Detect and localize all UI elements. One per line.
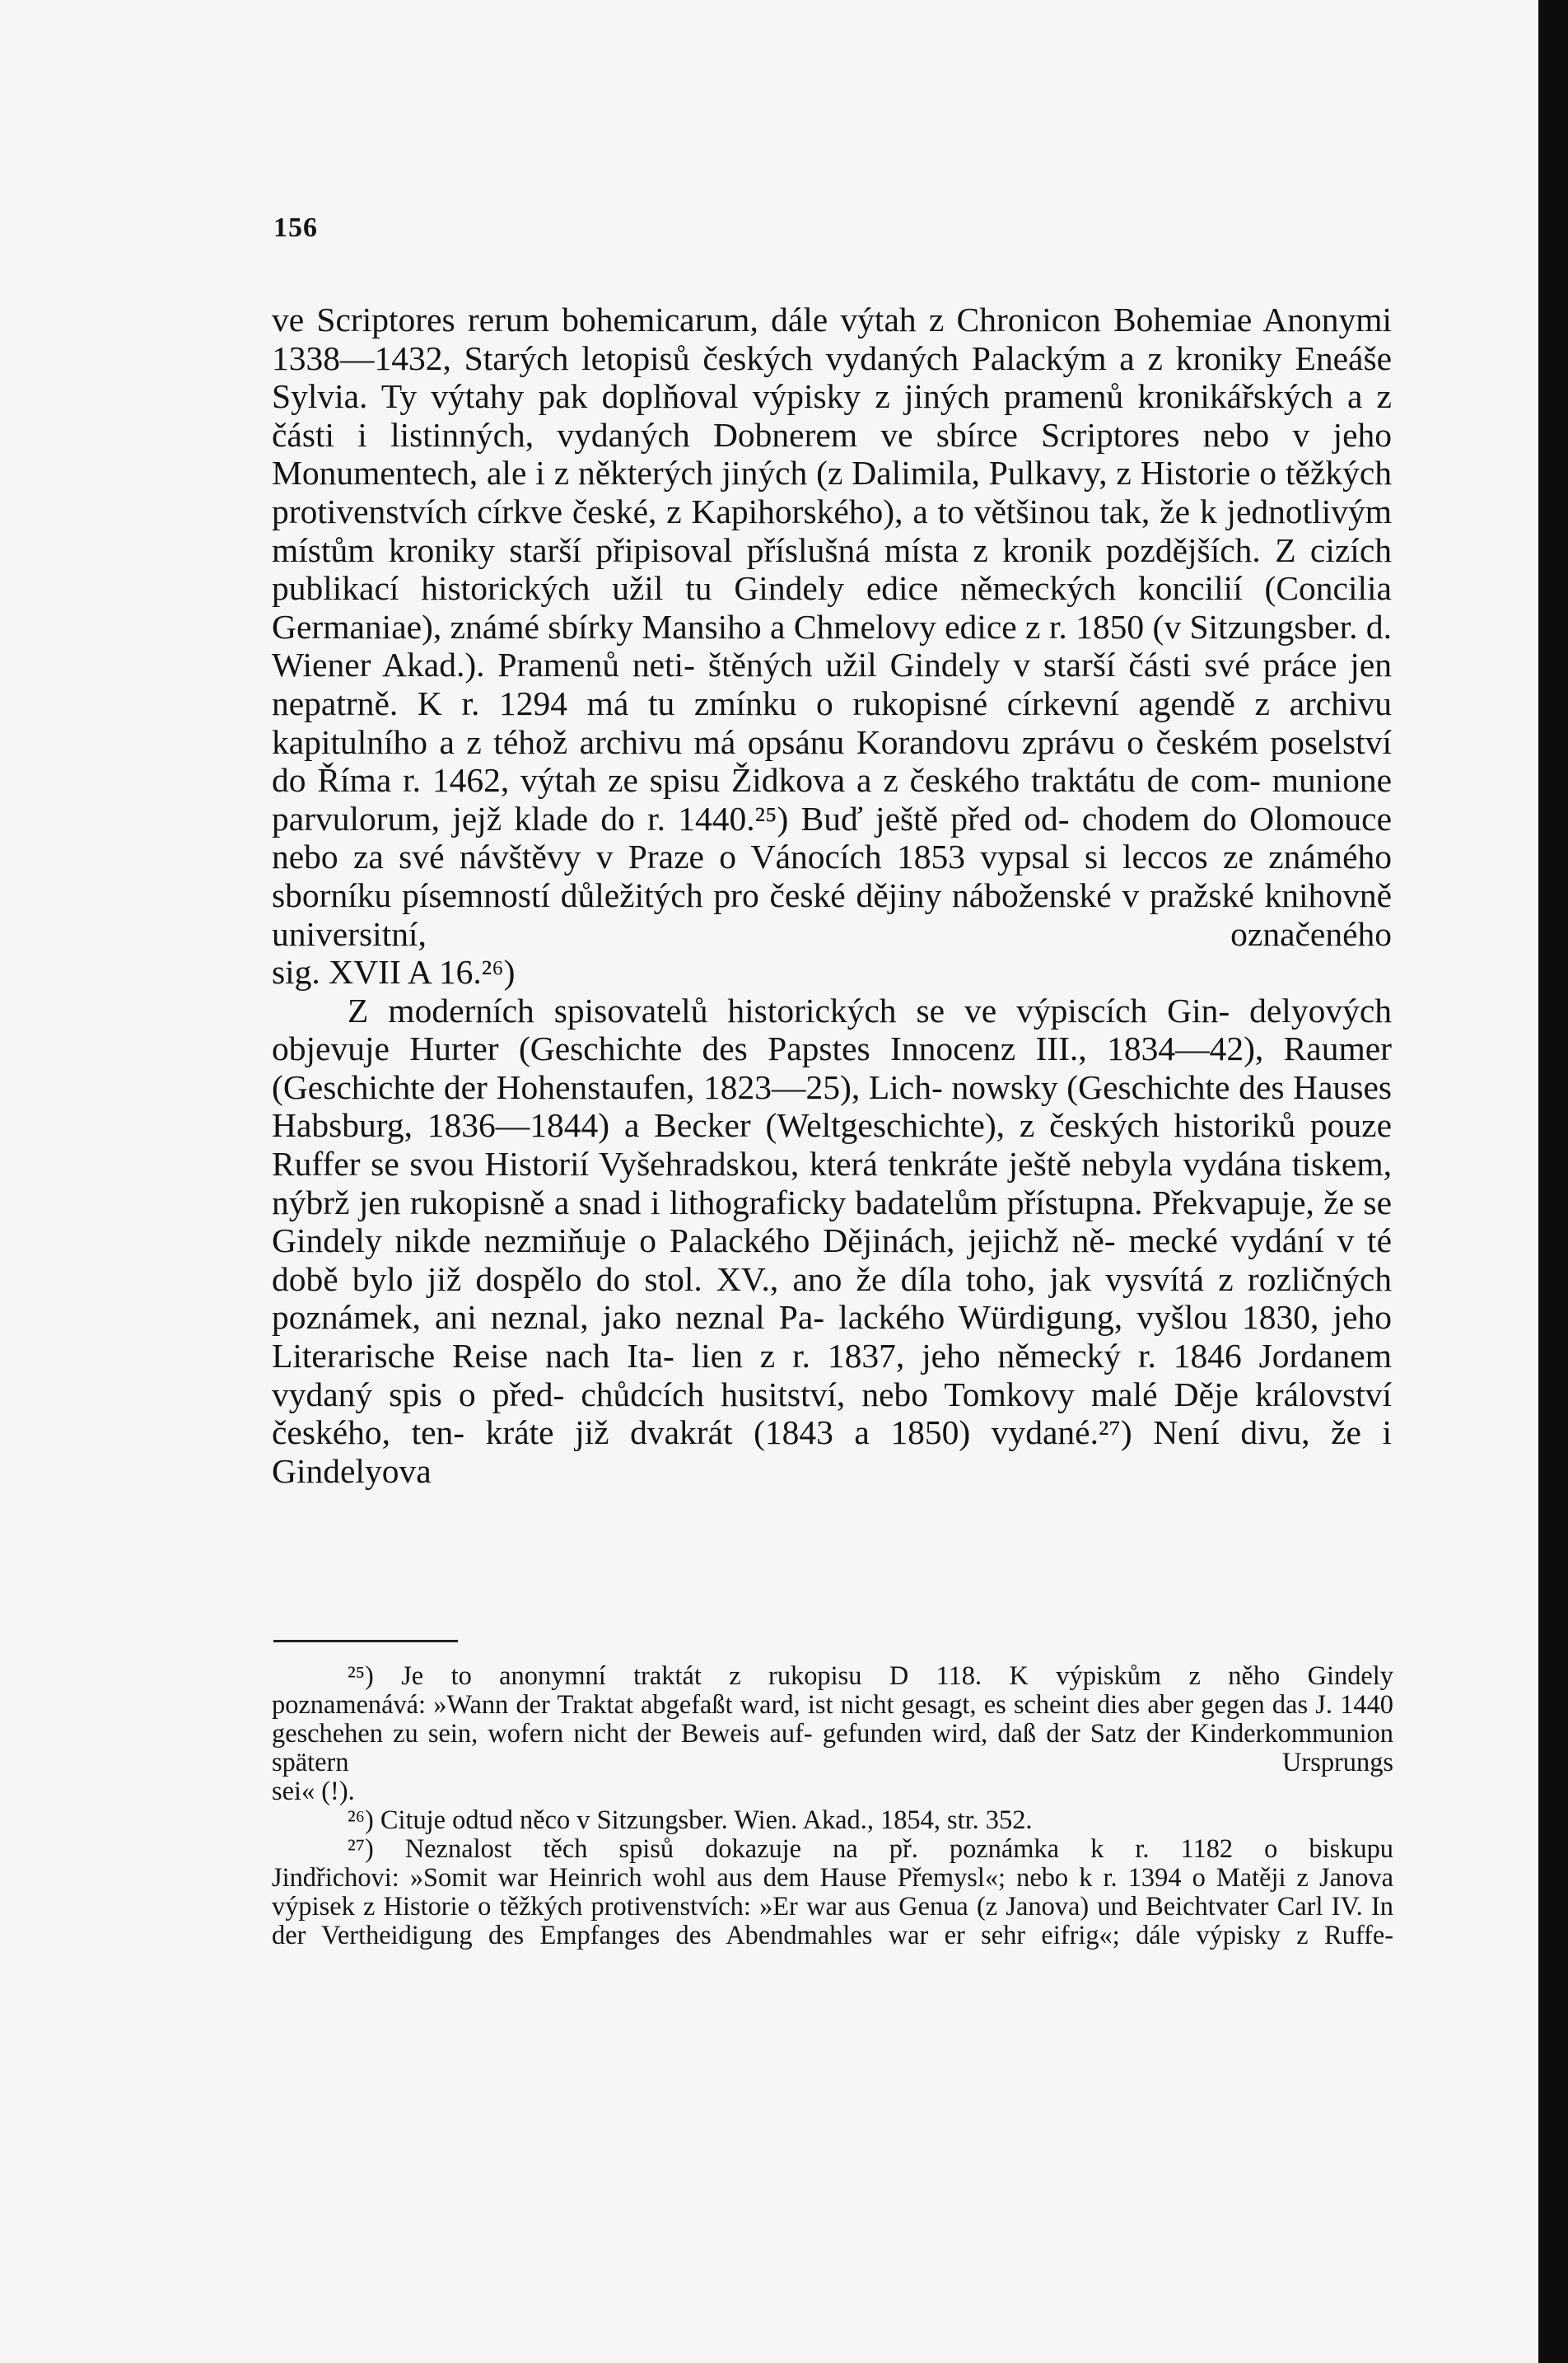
text-line: a z kroniky Eneáše Sylvia. Ty výtahy pak doplňoval výpisky z jiných: [272, 339, 1393, 416]
text-line: rukopisně a snad i lithograficky badatelům přístupna. Překvapuje,: [409, 1183, 1314, 1221]
footnote-line: des Empfanges des Abendmahles war er sehr eifrig«; dále výpisky z Ruffe-: [488, 1921, 1393, 1950]
text-line: Z cizích publikací historických užil tu Gindely edice německých: [272, 530, 1393, 608]
text-line: má tu zmínku o rukopisné církevní agendě z archivu kapitulního a: [272, 684, 1393, 761]
text-line: štěných užil Gindely v starší části své práce jen nepatrně. K r. 1294: [272, 646, 1392, 722]
text-line: Anonymi 1338—1432, Starých letopisů českých vydaných Palackým: [272, 301, 1392, 377]
main-text: [272, 301, 1392, 1490]
text-line: (Weltgeschichte), z českých historiků pouze Ruffer se svou Historií: [272, 1106, 1393, 1184]
text-line: církve české, z Kapihorského), a to většinou tak, že k jednotlivým: [477, 492, 1393, 530]
text-line: chodem do Olomouce nebo za své návštěvy v Praze o Vánocích 1853: [272, 799, 1392, 876]
text-line: Říma r. 1462, výtah ze spisu Židkova a z českého traktátu de com-: [317, 761, 1261, 800]
footnote-line: poznamenává: »Wann der Traktat abgefaßt ward, ist nicht gesagt, es scheint: [272, 1690, 1090, 1720]
text-line: delyových objevuje Hurter (Geschichte des Papstes Innocenz III.,: [272, 991, 1393, 1068]
text-line: toho, jak vysvítá z rozličných poznámek, ani neznal, jako neznal Pa-: [272, 1259, 1393, 1337]
footnote-line: ²⁶) Cituje odtud něco v Sitzungsber. Wien. Akad., 1854, str. 352.: [348, 1805, 1033, 1835]
text-line: místům kroniky starší připisoval příslušná místa z kronik pozdějších.: [272, 530, 1261, 569]
footnote-line: war aus Genua (z Janova) und Beichtvater Carl IV. In der Vertheidigung: [272, 1892, 1393, 1950]
text-line: Vyšehradskou, která tenkráte ještě nebyla vydána tiskem, nýbrž jen: [272, 1145, 1392, 1221]
text-line: dějiny náboženské v pražské knihovně universitní, označeného: [272, 876, 1393, 953]
footnote-25: [272, 1662, 1393, 1806]
text-line: jiných (z Dalimila, Pulkavy, z Historie o těžkých protivenstvích: [272, 454, 1392, 530]
text-line: nowsky (Geschichte des Hauses Habsburg, 1836—1844) a Becker: [272, 1067, 1393, 1145]
text-line: že se Gindely nikde nezmiňuje o Palackého Dějinách, jejichž ně-: [272, 1183, 1393, 1260]
footnote-line: sei« (!).: [272, 1777, 355, 1806]
text-line: lien z r. 1837, jeho německý r. 1846 Jordanem vydaný spis o před-: [272, 1337, 1392, 1413]
footnote-line: Jindřichovi: »Somit war Heinrich wohl aus dem Hause Přemysl«; nebo: [272, 1863, 1069, 1893]
text-line: 1834—42), Raumer (Geschichte der Hohenstaufen, 1823—25), Lich-: [272, 1030, 1392, 1106]
text-line: pramenů kronikářských a z části i listinných, vydaných Dobnerem: [272, 377, 1392, 454]
scan-border: [1538, 0, 1568, 2363]
footnote-line: ²⁷) Neznalost těch spisů dokazuje na př. poznámka k r. 1182 o biskupu: [348, 1834, 1393, 1864]
text-line: chůdcích husitství, nebo Tomkovy malé Děje království českého, ten-: [272, 1375, 1392, 1452]
text-line: kráte již dvakrát (1843 a 1850) vydané.²⁷) Není divu, že i Gindelyova: [272, 1413, 1392, 1490]
footnote-26: [272, 1806, 1393, 1835]
footnote-line: k r. 1394 o Matěji z Janova výpisek z Historie o těžkých protivenstvích: »Er: [272, 1863, 1393, 1922]
footnote-27: [272, 1835, 1393, 1950]
text-line: vypsal si leccos ze známého sborníku písemností důležitých pro české: [272, 838, 1392, 914]
text-line: edice z r. 1850 (v Sitzungsber. d. Wiener Akad.). Pramenů neti-: [272, 607, 1393, 684]
text-line: z téhož archivu má opsánu Korandovu zprávu o českém poselství do: [272, 722, 1392, 800]
text-line: munione parvulorum, jejž klade do r. 1440.²⁵) Buď ještě před od-: [272, 761, 1393, 838]
text-line: sig. XVII A 16.²⁶): [272, 953, 516, 992]
text-line: lackého Würdigung, vyšlou 1830, jeho Literarische Reise nach Ita-: [272, 1298, 1393, 1375]
footnote-line: ²⁵) Je to anonymní traktát z rukopisu D 118. K výpiskům z něho Gindely: [348, 1661, 1393, 1691]
footnotes: [272, 1662, 1393, 1950]
footnote-separator: [273, 1640, 458, 1642]
paragraph-1: [272, 301, 1392, 992]
text-line: Z moderních spisovatelů historických se ve výpiscích Gin-: [348, 991, 1230, 1030]
paragraph-2: [272, 992, 1392, 1491]
text-line: ve sbírce Scriptores nebo v jeho Monumentech, ale i z některých: [272, 415, 1392, 493]
text-line: ve Scriptores rerum bohemicarum, dále výtah z Chronicon Bohemiae: [272, 301, 1253, 339]
footnote-line: gefunden wird, daß der Satz der Kinderkommunion spätern Ursprungs: [272, 1719, 1393, 1777]
footnote-line: dies aber gegen das J. 1440 geschehen zu sein, wofern nicht der Beweis auf-: [272, 1690, 1393, 1749]
text-line: mecké vydání v té době bylo již dospělo do stol. XV., ano že díla: [272, 1221, 1392, 1298]
page-number: 156: [273, 212, 318, 243]
text-line: koncilií (Concilia Germaniae), známé sbírky Mansiho a Chmelovy: [272, 569, 1392, 646]
